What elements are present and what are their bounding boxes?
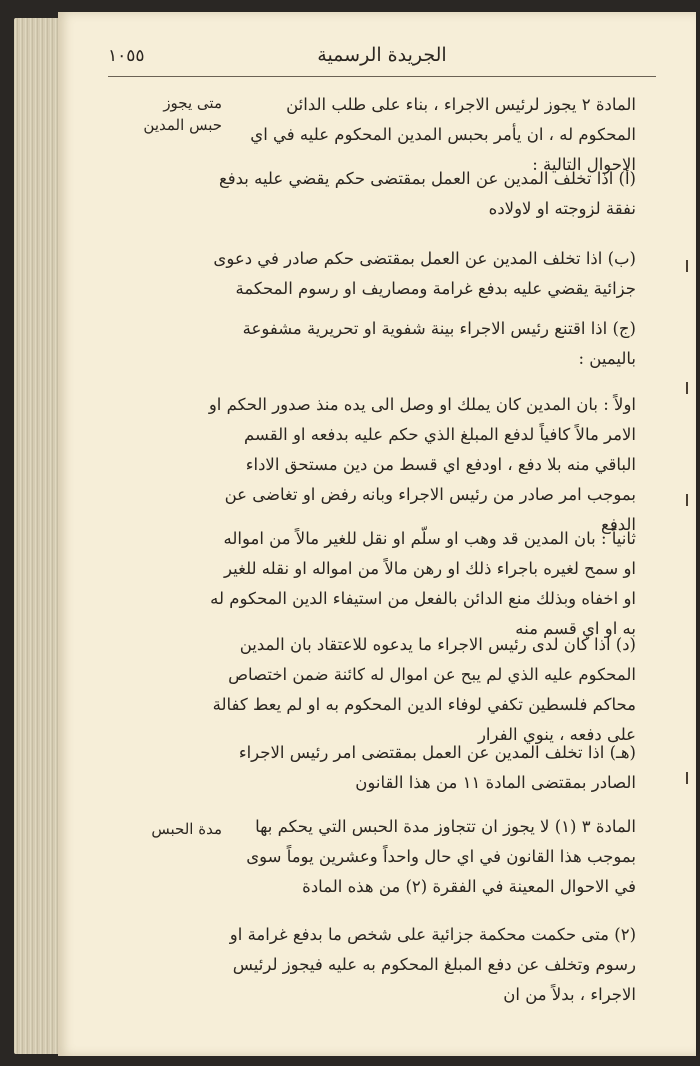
margin-note-debtor-detention: متى يجوز حبس المدين (143, 94, 222, 134)
article-3-para-2: (٢) متى حكمت محكمة جزائية على شخص ما بدفع غرامة او رسوم وتخلف عن دفع المبلغ المحكوم به عليه فيجوز لرئيس الاجراء ، بدلاً من ان (229, 925, 636, 1004)
margin-pencil-mark (686, 772, 688, 784)
margin-note-detention-period: مدة الحبس (151, 820, 222, 838)
document-page (58, 12, 696, 1056)
clause-c-first: اولاً : بان المدين كان يملك او وصل الى يده منذ صدور الحكم او الامر مالاً كافياً لدفع المبلغ الذي حكم عليه بدفعه او القسم الباقي منه بلا دفع ، اودفع اي قسط من دين مستحق الاداء بموجب امر صادر من رئيس الاجراء وبانه رفض او تغاضى عن الدفع (208, 395, 636, 534)
clause-e: (هـ) اذا تخلف المدين عن العمل بمقتضى امر رئيس الاجراء الصادر بمقتضى المادة ١١ من هذا القانون (238, 743, 636, 792)
clause-c: (ج) اذا اقتنع رئيس الاجراء بينة شفوية او تحريرية مشفوعة باليمين : (242, 319, 636, 368)
clause-a: (أ) اذا تخلف المدين عن العمل بمقتضى حكم يقضي عليه بدفع نفقة لزوجته او لاولاده (218, 169, 636, 218)
page-number: ١٠٥٥ (108, 46, 145, 66)
clause-b: (ب) اذا تخلف المدين عن العمل بمقتضى حكم صادر في دعوى جزائية يقضي عليه بدفع غرامة ومصاريف او رسوم المحكمة (213, 249, 636, 298)
book-page-edges (14, 18, 62, 1054)
clause-c-second: ثانياً : بان المدين قد وهب او سلّم او نقل للغير مالاً من امواله او سمح لغيره باجراء ذلك او رهن مالاً من امواله او نقله للغير او اخفاه وبذلك منع الدائن بالفعل من استيفاء الدين المحكوم له به او اي قسم منه (210, 529, 636, 638)
article-2-intro: المادة ٢ يجوز لرئيس الاجراء ، بناء على طلب الدائن المحكوم له ، ان يأمر بحبس المدين المحكوم عليه في اي الاحوال التالية : (250, 95, 636, 174)
margin-pencil-mark (686, 382, 688, 394)
margin-pencil-mark (686, 494, 688, 506)
clause-d: (د) اذا كان لدى رئيس الاجراء ما يدعوه للاعتقاد بان المدين المحكوم عليه الذي لم يبح عن اموال له كائنة ضمن اختصاص محاكم فلسطين تكفي لوفاء الدين المحكوم به او لم يعط كفالة على دفعه ، ينوي الفرار (212, 635, 636, 744)
margin-pencil-mark (686, 260, 688, 272)
running-title: الجريدة الرسمية (317, 44, 447, 66)
page-header (108, 42, 656, 77)
article-3-para-1: المادة ٣ (١) لا يجوز ان تتجاوز مدة الحبس التي يحكم بها بموجب هذا القانون في اي حال واحداً وعشرين يوماً سوى في الاحوال المعينة في الفقرة (٢) من هذه المادة (246, 817, 636, 896)
